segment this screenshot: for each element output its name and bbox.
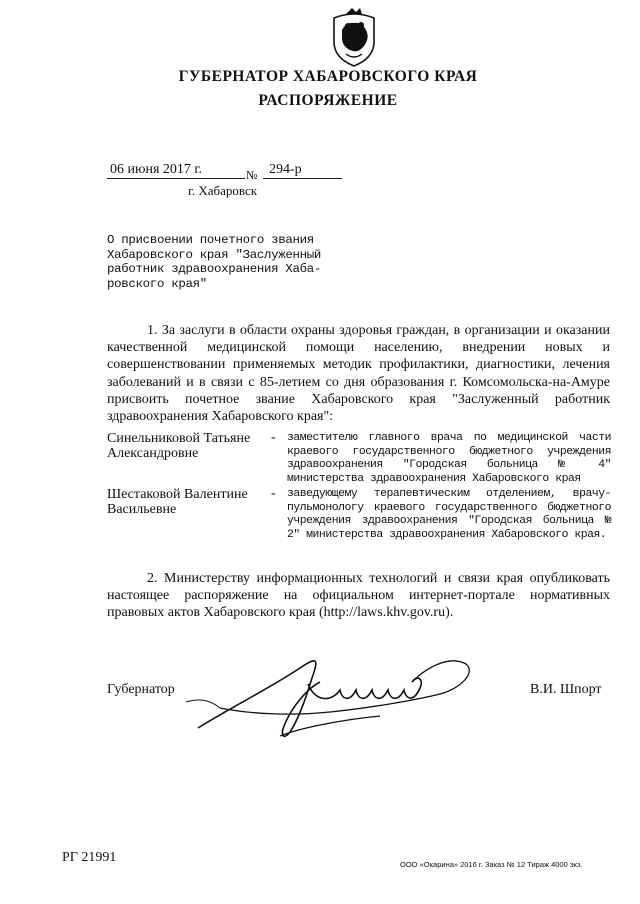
printer-info: ООО «Окарина» 2016 г. Заказ № 12 Тираж 4000 экз. — [400, 860, 583, 869]
signature-title: Губернатор — [107, 682, 175, 697]
awardee-dash: - — [271, 430, 276, 445]
document-type: РАСПОРЯЖЕНИЕ — [258, 92, 398, 109]
subject-line: работник здравоохранения Хаба- — [107, 262, 322, 276]
subject-line: ровского края" — [107, 276, 207, 291]
number-sign: № — [246, 168, 258, 182]
page-title: ГУБЕРНАТОР ХАБАРОВСКОГО КРАЯ — [178, 68, 478, 85]
coat-of-arms-icon — [328, 8, 380, 68]
awardee-position: заместителю главного врача по медицинской части краевого государственного бюджетного учреждения здравоохранения "Городская больница № 4" министерства здравоохранения Хабаровского края — [287, 432, 611, 485]
handwritten-signature-icon — [180, 628, 480, 748]
awardee-dash: - — [271, 486, 276, 501]
subject-line: О присвоении почетного звания — [107, 233, 314, 247]
awardee-name: Синельниковой Татьяне Александровне — [107, 431, 251, 461]
document-subject — [107, 233, 339, 291]
awardee-position: заведующему терапевтическим отделением, врачу-пульмонологу краевого государственного бюджетного учреждения здравоохранения "Городская больница № 2" министерства здравоохранения Хабаровского края. — [287, 488, 611, 541]
subject-line: Хабаровского края "Заслуженный — [107, 247, 322, 262]
signatory-name: В.И. Шпорт — [530, 682, 602, 697]
form-code: РГ 21991 — [62, 850, 117, 865]
paragraph-2: 2. Министерству информационных технологий и связи края опубликовать настоящее распоряжение на официальном интернет-портале нормативных правовых актов Хабаровского края (http://laws.khv.gov.ru). — [107, 571, 610, 621]
awardee-name: Шестаковой Валентине Васильевне — [107, 487, 248, 517]
document-city: г. Хабаровск — [188, 183, 258, 198]
document-number: 294-р — [263, 162, 342, 179]
document-date: 06 июня 2017 г. — [107, 162, 245, 179]
paragraph-1: 1. За заслуги в области охраны здоровья граждан, в организации и оказании качественной медицинской помощи населению, внедрении новых и совершенствовании применяемых методик профилактики, диагностики, лечения заболеваний и в связи с 85-летием со дня образования г. Комсомольска-на-Амуре присвоить почетное звание Хабаровского края "Заслуженный работник здравоохранения Хабаровского края": — [107, 323, 610, 425]
